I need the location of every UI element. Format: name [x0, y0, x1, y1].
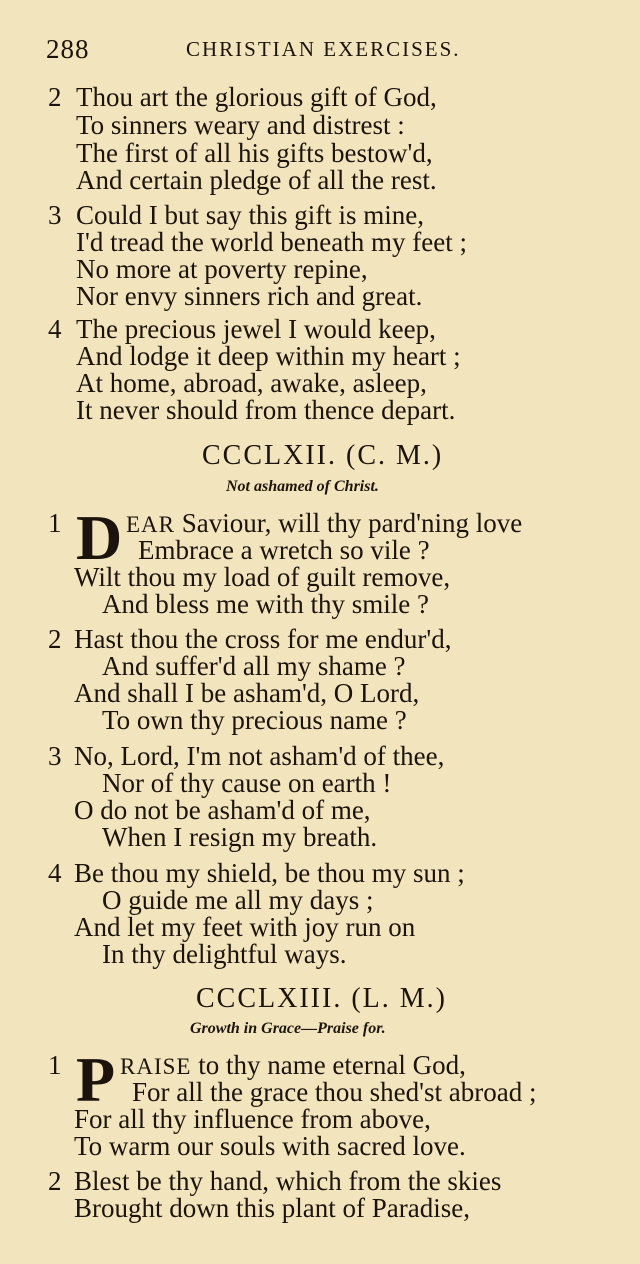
verse-line: Blest be thy hand, which from the skies	[74, 1166, 502, 1196]
verse-number: 3	[48, 741, 62, 771]
verse-line: To warm our souls with sacred love.	[74, 1131, 466, 1161]
verse-line: No more at poverty repine,	[76, 254, 368, 284]
hymn-title: CCCLXII. (C. M.)	[202, 440, 444, 471]
hymn-subtitle: Growth in Grace—Praise for.	[190, 1020, 386, 1037]
verse-line: O do not be asham'd of me,	[74, 795, 371, 825]
verse-line: For all thy influence from above,	[74, 1104, 431, 1134]
verse-line: At home, abroad, awake, asleep,	[76, 368, 427, 398]
verse-line: The precious jewel I would keep,	[76, 314, 436, 344]
hymn-subtitle: Not ashamed of Christ.	[226, 478, 379, 495]
verse-line	[120, 1052, 466, 1079]
verse-line-text: Saviour, will thy pard'ning love	[181, 508, 523, 538]
verse-line: Nor of thy cause on earth !	[102, 768, 392, 798]
verse-number: 2	[48, 624, 62, 654]
verse-line: Nor envy sinners rich and great.	[76, 281, 423, 311]
verse-line	[126, 510, 522, 537]
verse-line: It never should from thence depart.	[76, 395, 456, 425]
verse-line-text: to thy name eternal God,	[198, 1050, 466, 1080]
page-number: 288	[46, 34, 90, 64]
first-word-rest: EAR	[126, 512, 175, 537]
verse-number: 4	[48, 314, 62, 344]
verse-line: And bless me with thy smile ?	[102, 589, 429, 619]
verse-line: No, Lord, I'm not asham'd of thee,	[74, 741, 445, 771]
first-word-rest: RAISE	[120, 1054, 192, 1079]
verse-line: And lodge it deep within my heart ;	[76, 341, 461, 371]
verse-line: For all the grace thou shed'st abroad ;	[132, 1077, 537, 1107]
verse-line: And certain pledge of all the rest.	[76, 165, 437, 195]
verse-line: To own thy precious name ?	[102, 705, 407, 735]
drop-cap: P	[76, 1044, 116, 1115]
verse-line: And shall I be asham'd, O Lord,	[74, 678, 420, 708]
verse-number: 4	[48, 858, 62, 888]
verse-line: O guide me all my days ;	[102, 885, 374, 915]
verse-line: Wilt thou my load of guilt remove,	[74, 562, 451, 592]
verse-number: 2	[48, 82, 62, 112]
verse-number: 1	[48, 508, 62, 538]
verse-line: Embrace a wretch so vile ?	[138, 535, 430, 565]
verse-number: 2	[48, 1166, 62, 1196]
verse-line: And let my feet with joy run on	[74, 912, 416, 942]
verse-line: When I resign my breath.	[102, 822, 378, 852]
hymn-title: CCCLXIII. (L. M.)	[196, 983, 447, 1014]
verse-line: Brought down this plant of Paradise,	[74, 1193, 470, 1223]
verse-line: To sinners weary and distrest :	[76, 110, 405, 140]
verse-line: I'd tread the world beneath my feet ;	[76, 227, 467, 257]
verse-line: Be thou my shield, be thou my sun ;	[74, 858, 465, 888]
drop-cap: D	[76, 502, 123, 573]
verse-line: The first of all his gifts bestow'd,	[76, 138, 433, 168]
verse-line: And suffer'd all my shame ?	[102, 651, 406, 681]
verse-line: Thou art the glorious gift of God,	[76, 82, 437, 112]
verse-line: Could I but say this gift is mine,	[76, 200, 424, 230]
verse-number: 3	[48, 200, 62, 230]
verse-line: Hast thou the cross for me endur'd,	[74, 624, 452, 654]
verse-number: 1	[48, 1050, 62, 1080]
verse-line: In thy delightful ways.	[102, 939, 347, 969]
page-header	[46, 34, 606, 74]
running-head: CHRISTIAN EXERCISES.	[186, 37, 461, 61]
